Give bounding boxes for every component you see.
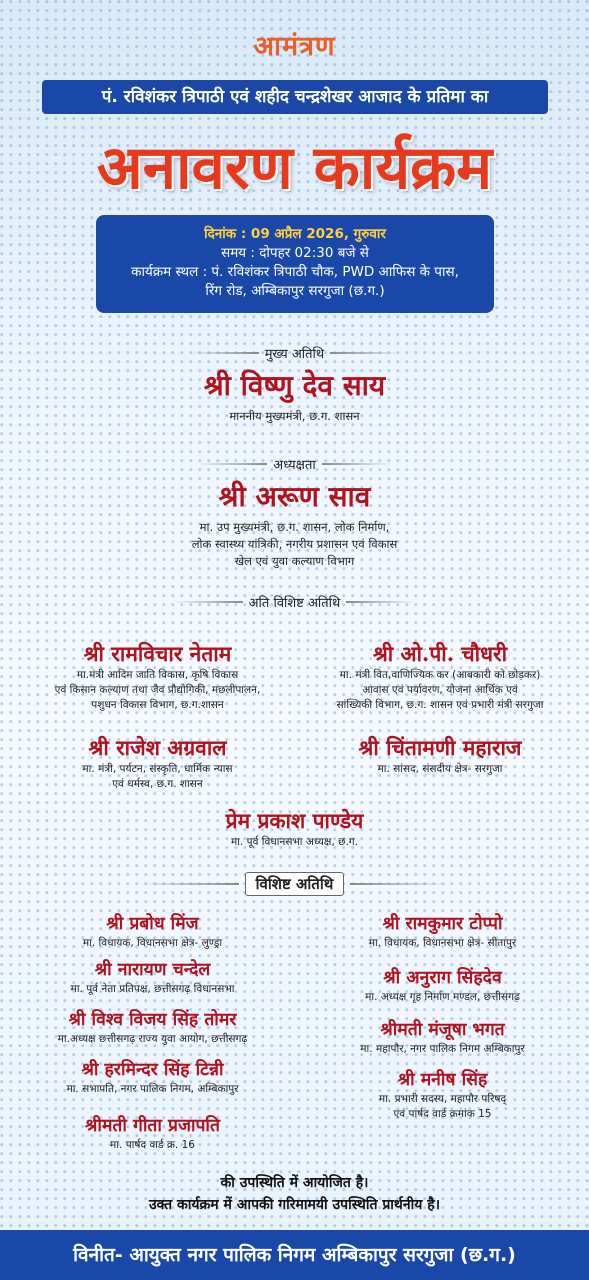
- guest-desc: मा. महापौर, नगर पालिक निगम अम्बिकापुर: [360, 1043, 525, 1055]
- vip-label: विशिष्ट अतिथि: [245, 872, 345, 896]
- vip-guest: [10, 1114, 295, 1153]
- president-section: [0, 455, 589, 570]
- guest-name: श्री रामकुमार टोप्पो: [382, 914, 503, 934]
- vip-guest: [300, 1068, 585, 1122]
- chief-guest-label: मुख्य अतिथि: [264, 347, 325, 362]
- event-venue-line2: रिंग रोड, अम्बिकापुर सरगुजा (छ.ग.): [205, 283, 385, 299]
- chief-guest-desc: माननीय मुख्यमंत्री, छ.ग. शासन: [229, 409, 360, 423]
- event-time: समय : दोपहर 02:30 बजे से: [221, 245, 369, 261]
- guest-name: श्री प्रबोध मिंज: [106, 914, 199, 934]
- vip-header: [0, 872, 589, 896]
- ornament-right: [350, 883, 450, 885]
- closing-line2: उक्त कार्यक्रम में आपकी गरिमामयी उपस्थिति प्रार्थनीय है।: [148, 1197, 441, 1213]
- guest-desc: मा. मंत्री वित,वाणिज्यिक कर (आबकारी को छोड़कर): [339, 669, 541, 681]
- event-venue-line1: कार्यक्रम स्थल : पं. रविशंकर त्रिपाठी चौक, PWD आफिस के पास,: [131, 264, 459, 280]
- guest-name: श्री हरमिन्दर सिंह टिन्नी: [81, 1060, 224, 1080]
- guest-name: श्री रामविचार नेताम: [83, 641, 232, 666]
- ornament-left: [189, 352, 259, 354]
- vip-guest: [10, 1008, 295, 1058]
- guest-desc: मा. पार्षद वार्ड क्र. 16: [110, 1139, 195, 1151]
- guest-name: श्री नारायण चन्देल: [94, 960, 211, 980]
- vvip-guest-4: [300, 734, 580, 777]
- guest-desc: मा. सभापति, नगर पालिक निगम, अम्बिकापुर: [66, 1083, 239, 1095]
- president-desc1: मा. उप मुख्यमंत्री, छ.ग. शासन, लोक निर्माण,: [199, 520, 390, 534]
- ornament-right: [322, 463, 392, 465]
- main-title: अनावरण कार्यक्रम: [96, 133, 493, 203]
- guest-name: श्रीमती गीता प्रजापति: [85, 1116, 220, 1136]
- vvip-guest-3: [20, 734, 295, 792]
- ornament-left: [173, 601, 243, 603]
- ornament-right: [346, 601, 416, 603]
- guest-desc: मा. विधायक, विधानसभा क्षेत्र- सीतापुर: [368, 937, 517, 949]
- footer-banner: विनीत- आयुक्त नगर पालिक निगम अम्बिकापुर सरगुजा (छ.ग.): [0, 1230, 589, 1280]
- guest-name: श्रीमती मंजूषा भगत: [380, 1020, 505, 1040]
- vip-guest: [10, 958, 295, 1008]
- guest-name: प्रेम प्रकाश पाण्डेय: [225, 808, 364, 833]
- chief-guest-section: [0, 344, 589, 425]
- guest-name: श्री चिंतामणी महाराज: [358, 735, 522, 760]
- vvip-label: अति विशिष्ट अतिथि: [248, 596, 341, 611]
- closing-line1: की उपस्थिति में आयोजित है।: [220, 1175, 369, 1191]
- guest-desc: मा. मंत्री, पर्यटन, संस्कृति, धार्मिक न्यास: [82, 763, 233, 775]
- vip-guest: [10, 1058, 295, 1114]
- guest-desc: मा.मंत्री आदिम जाति विकास, कृषि विकास: [76, 669, 239, 681]
- vvip-guest-2: [300, 640, 580, 713]
- ornament-left: [139, 883, 239, 885]
- president-name: श्री अरूण साव: [218, 480, 371, 513]
- vip-guest: [300, 912, 585, 966]
- guest-desc: मा. विधायक, विधानसभा क्षेत्र- लुण्ड्रा: [82, 937, 223, 949]
- guest-name: श्री मनीष सिंह: [397, 1070, 488, 1090]
- vvip-header: [0, 593, 589, 611]
- guest-desc: एवं पार्षद वार्ड क्रमांक 15: [393, 1108, 492, 1120]
- vip-guest: [10, 912, 295, 958]
- guest-desc: मा. पूर्व विधानसभा अध्यक्ष, छ.ग.: [230, 836, 359, 848]
- guest-desc: आवास एवं पर्यावरण, योजना आर्थिक एवं: [362, 684, 518, 696]
- vip-guest: [300, 966, 585, 1018]
- vip-left-column: [10, 912, 295, 1153]
- guest-desc: मा. सांसद, संसदीय क्षेत्र- सरगुजा: [377, 763, 503, 775]
- guest-name: श्री अनुराग सिंहदेव: [383, 968, 502, 988]
- chief-guest-name: श्री विष्णु देव साय: [203, 369, 386, 402]
- vip-guest: [300, 1018, 585, 1068]
- vvip-guest-5: [0, 807, 589, 850]
- brand-title: आमंत्रण: [253, 31, 336, 62]
- event-date: दिनांक : 09 अप्रैल 2026, गुरुवार: [204, 226, 386, 242]
- guest-desc: मा. अध्यक्ष गृह निर्माण मण्डल, छत्तीसगढ़: [365, 991, 520, 1003]
- guest-name: श्री ओ.पी. चौधरी: [372, 641, 508, 666]
- guest-desc: मा. पूर्व नेता प्रतिपक्ष, छत्तीसगढ़ विधानसभा: [70, 983, 235, 995]
- president-desc3: खेल एवं युवा कल्याण विभाग: [234, 554, 355, 568]
- ornament-right: [330, 352, 400, 354]
- guest-name: श्री विश्व विजय सिंह तोमर: [68, 1010, 237, 1030]
- guest-desc: एवं किसान कल्याण तथा जैव प्रौद्योगिकी, मछलीपालन,: [54, 684, 261, 696]
- header-banner: पं. रविशंकर त्रिपाठी एवं शहीद चन्द्रशेखर आजाद के प्रतिमा का: [42, 80, 548, 114]
- ornament-left: [197, 463, 267, 465]
- guest-desc: एवं धर्मस्व, छ.ग. शासन: [112, 778, 203, 790]
- event-info-box: [96, 215, 494, 313]
- guest-name: श्री राजेश अग्रवाल: [88, 735, 227, 760]
- president-label: अध्यक्षता: [273, 458, 316, 473]
- guest-desc: सांख्यिकी विभाग, छ.ग. शासन एवं प्रभारी मंत्री सरगुजा: [336, 699, 544, 711]
- closing-text: [0, 1172, 589, 1216]
- guest-desc: मा.अध्यक्ष छत्तीसगढ़ राज्य युवा आयोग, छत्तीसगढ़: [57, 1033, 248, 1045]
- president-desc2: लोक स्वास्थ्य यांत्रिकी, नगरीय प्रशासन एवं विकास: [191, 537, 398, 551]
- guest-desc: पशुधन विकास विभाग, छ.ग.शासन: [91, 699, 224, 711]
- guest-desc: मा. प्रभारी सदस्य, महापौर परिषद्: [378, 1093, 507, 1105]
- vvip-guest-1: [20, 640, 295, 713]
- vip-right-column: [300, 912, 585, 1122]
